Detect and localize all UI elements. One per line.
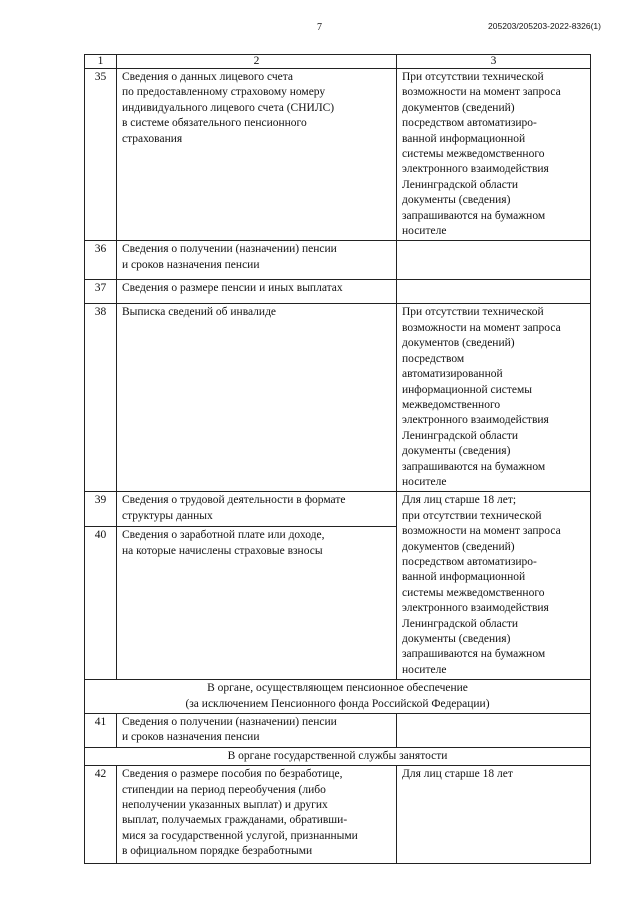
header-col-3: 3 — [397, 55, 591, 69]
table-row — [85, 304, 591, 492]
table-header-row — [85, 55, 591, 69]
request-note — [397, 241, 591, 280]
row-number: 37 — [85, 280, 117, 304]
table-row — [85, 241, 591, 280]
section-heading-employment: В органе государственной службы занятости — [85, 747, 591, 765]
document-name: Сведения о размере пособия по безработице, стипендии на период переобучения (либо неполучении указанных выплат) и других выплат, получаемых гражданами, обративши- мися за государственной услугой, признанными в официальном порядке безработными — [117, 766, 397, 864]
request-note: При отсутствии технической возможности на момент запроса документов (сведений) посредством автоматизиро- ванной информационной системы межведомственного электронного взаимодействия Ленинградской области документы (сведения) запрашиваются на бумажном носителе — [397, 69, 591, 241]
row-number: 38 — [85, 304, 117, 492]
table-row — [85, 280, 591, 304]
document-name: Сведения о заработной плате или доходе, на которые начислены страховые взносы — [117, 527, 397, 680]
section-heading-pension: В органе, осуществляющем пенсионное обеспечение (за исключением Пенсионного фонда Российской Федерации) — [85, 680, 591, 714]
section-row — [85, 680, 591, 714]
page-number: 7 — [317, 22, 322, 33]
header-col-2: 2 — [117, 55, 397, 69]
table-row — [85, 69, 591, 241]
document-name: Сведения о данных лицевого счета по предоставленному страховому номеру индивидуального лицевого счета (СНИЛС) в системе обязательного пенсионного страхования — [117, 69, 397, 241]
documents-table — [84, 54, 591, 864]
table-row — [85, 492, 591, 527]
row-number: 42 — [85, 766, 117, 864]
request-note — [397, 280, 591, 304]
row-number: 36 — [85, 241, 117, 280]
row-number: 41 — [85, 714, 117, 748]
document-name: Сведения о трудовой деятельности в формате структуры данных — [117, 492, 397, 527]
request-note: При отсутствии технической возможности на момент запроса документов (сведений) посредством автоматизированной информационной системы межведомственного электронного взаимодействия Ленинградской области документы (сведения) запрашиваются на бумажном носителе — [397, 304, 591, 492]
document-name: Сведения о получении (назначении) пенсии и сроков назначения пенсии — [117, 714, 397, 748]
section-row — [85, 747, 591, 765]
document-name: Сведения о получении (назначении) пенсии и сроков назначения пенсии — [117, 241, 397, 280]
header-col-1: 1 — [85, 55, 117, 69]
row-number: 40 — [85, 527, 117, 680]
row-number: 39 — [85, 492, 117, 527]
table-row — [85, 766, 591, 864]
row-number: 35 — [85, 69, 117, 241]
document-id: 205203/205203-2022-8326(1) — [488, 21, 601, 31]
request-note — [397, 714, 591, 748]
request-note-merged: Для лиц старше 18 лет; при отсутствии технической возможности на момент запроса документов (сведений) посредством автоматизиро- ванной информационной системы межведомственного электронного взаимодействия Ленинградской области документы (сведения) запрашиваются на бумажном носителе — [397, 492, 591, 680]
document-name: Сведения о размере пенсии и иных выплатах — [117, 280, 397, 304]
document-name: Выписка сведений об инвалиде — [117, 304, 397, 492]
table-row — [85, 714, 591, 748]
request-note: Для лиц старше 18 лет — [397, 766, 591, 864]
